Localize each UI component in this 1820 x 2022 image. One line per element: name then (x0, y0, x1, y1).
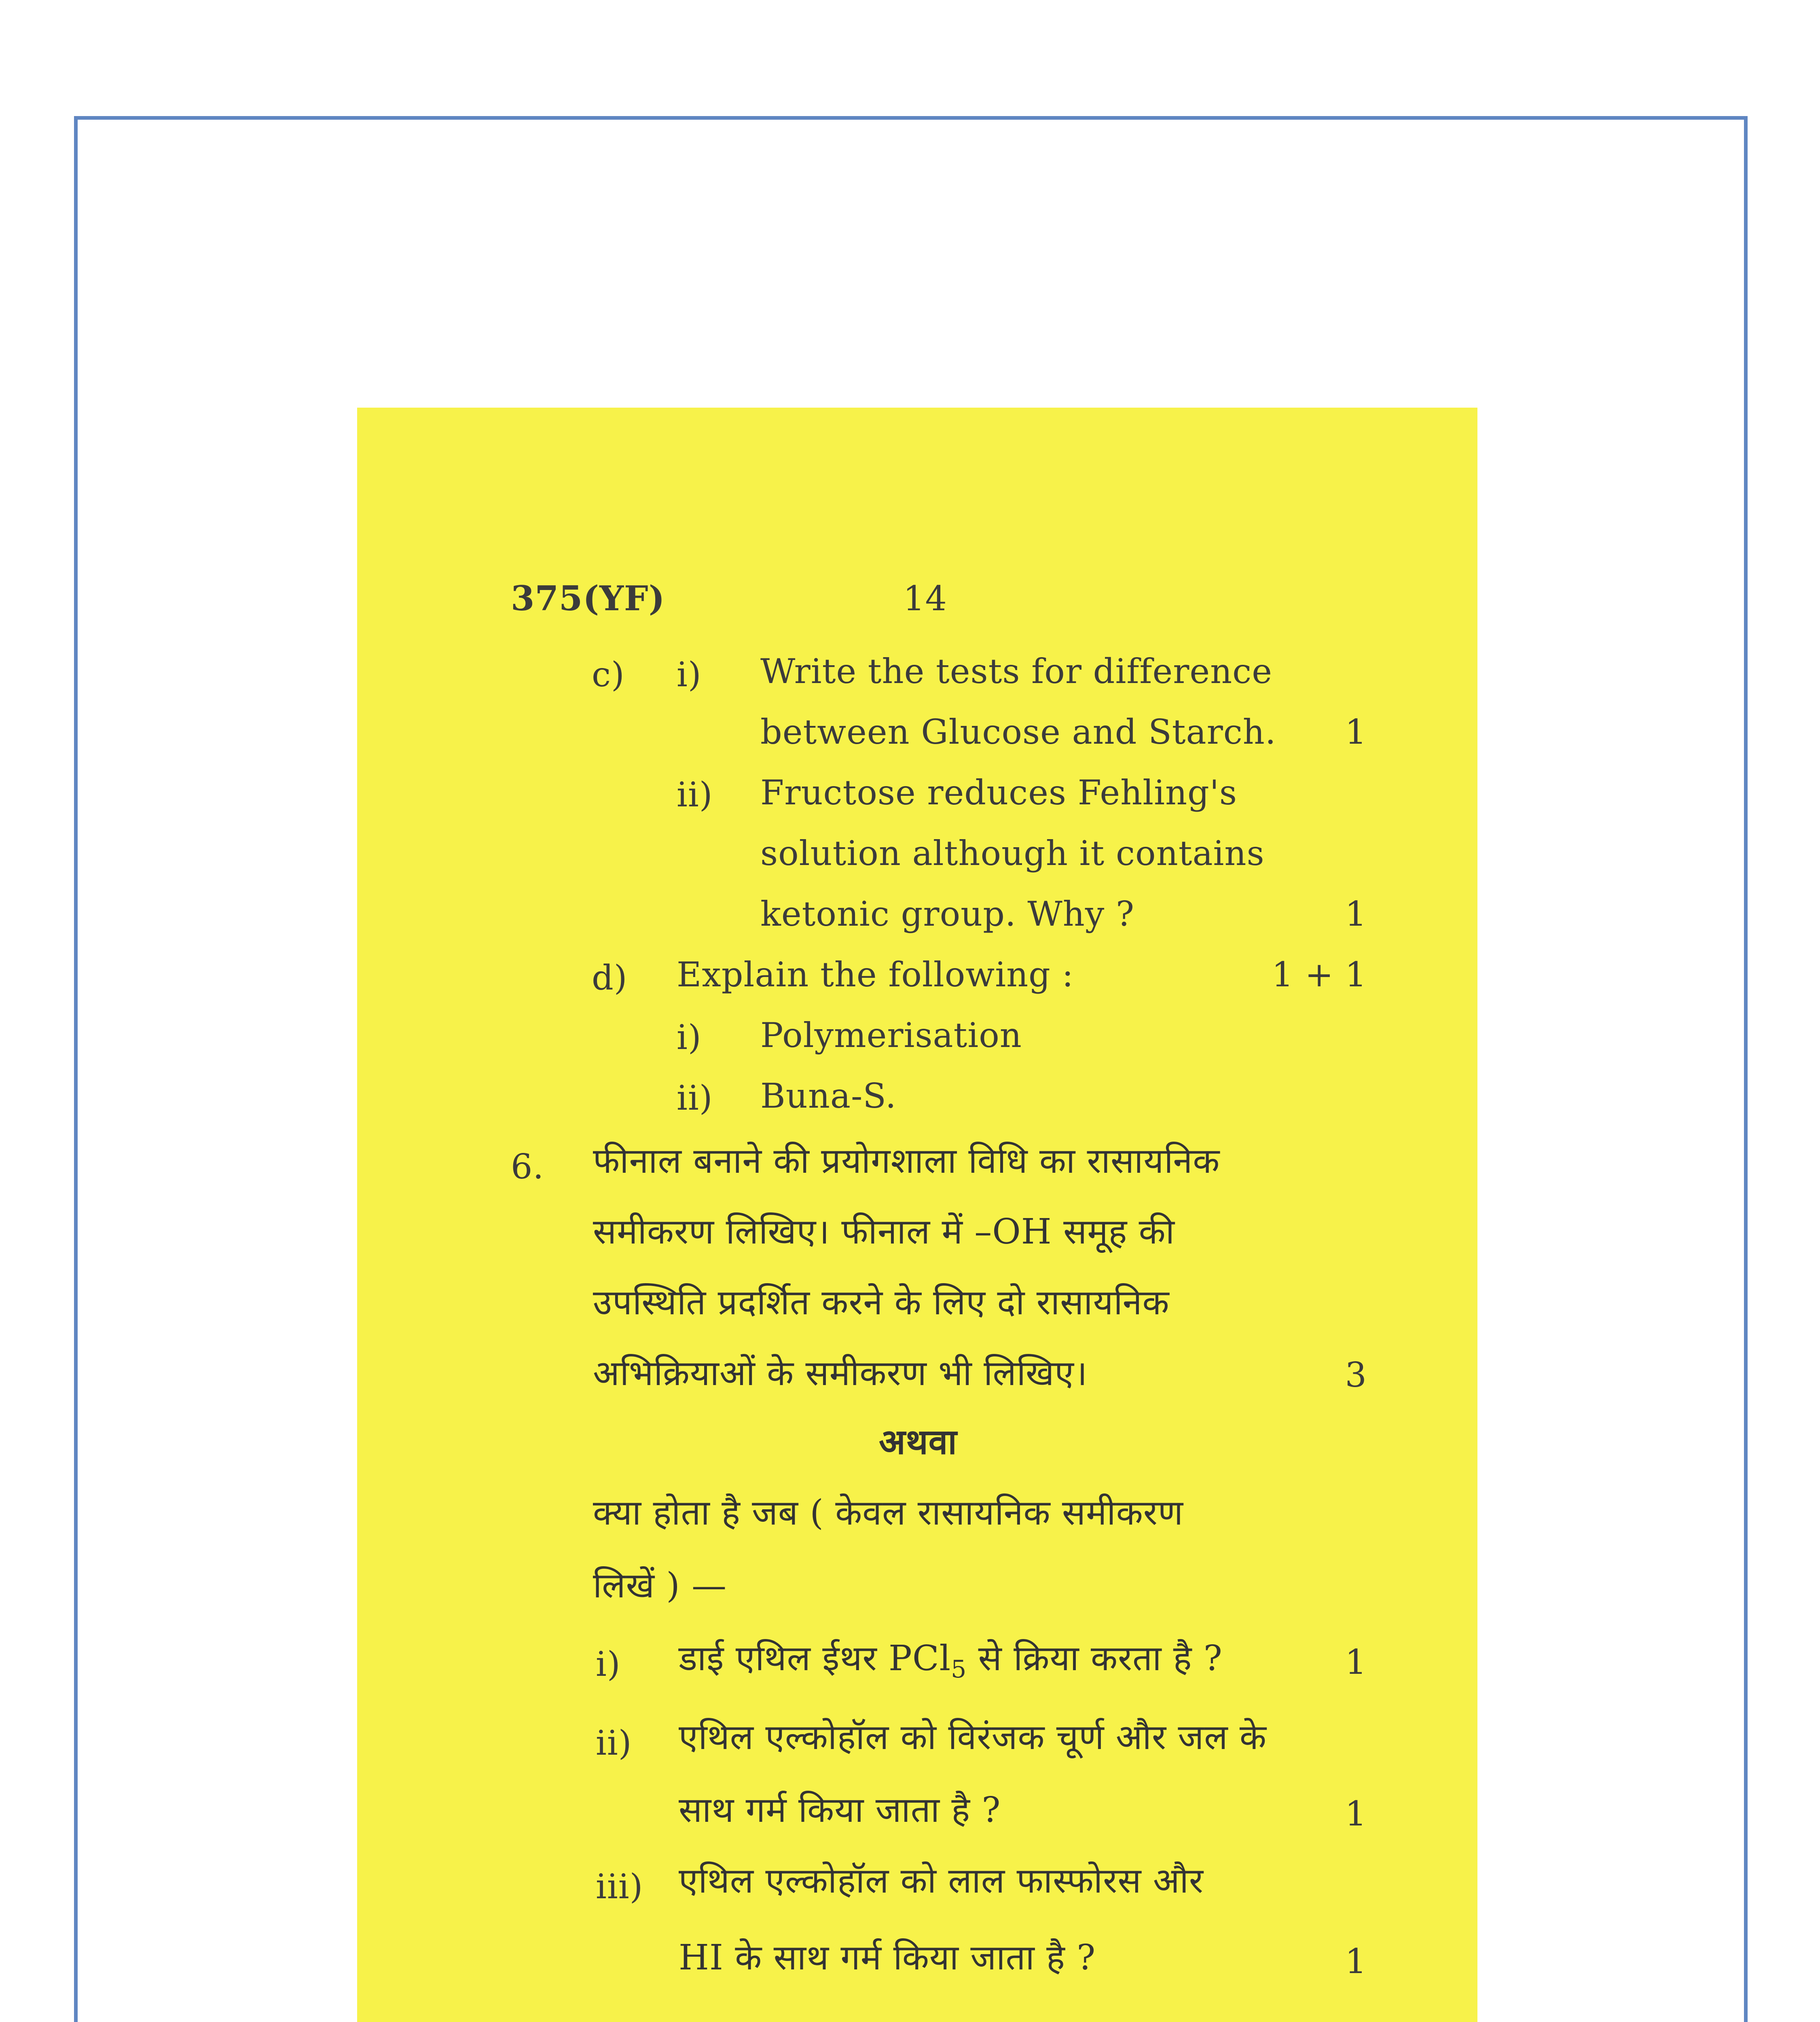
question-paper-scan (357, 408, 1477, 2022)
question-d-i-num: i) (677, 1017, 702, 1057)
question-6-marks: 3 (1345, 1355, 1367, 1395)
question-c-label: c) (592, 655, 625, 694)
or-question-intro-line1: क्या होता है जब ( केवल रासायनिक समीकरण (593, 1493, 1184, 1533)
question-c-i-line1: Write the tests for difference (760, 651, 1272, 691)
or-question-ii-marks: 1 (1345, 1794, 1367, 1834)
question-d-ii-text: Buna-S. (760, 1076, 897, 1116)
question-c-i-num: i) (677, 655, 702, 694)
question-6-line3: उपस्थिति प्रदर्शित करने के लिए दो रासायनिक (593, 1282, 1170, 1323)
question-c-i-line2: between Glucose and Starch. (760, 712, 1276, 752)
or-question-intro-line2: लिखें ) — (593, 1565, 727, 1606)
or-question-i-num: i) (596, 1644, 621, 1684)
question-d-ii-num: ii) (677, 1078, 713, 1118)
question-d-marks: 1 + 1 (1272, 955, 1367, 994)
question-d-i-text: Polymerisation (760, 1015, 1022, 1055)
or-question-i-marks: 1 (1345, 1642, 1367, 1682)
question-c-ii-line3: ketonic group. Why ? (760, 894, 1135, 934)
question-c-ii-line2: solution although it contains (760, 833, 1265, 873)
or-question-ii-num: ii) (596, 1723, 632, 1763)
question-d-text: Explain the following : (677, 955, 1074, 994)
paper-code: 375(YF) (511, 578, 665, 618)
question-c-i-marks: 1 (1345, 712, 1367, 752)
or-question-iii-line1: एथिल एल्कोहॉल को लाल फास्फोरस और (679, 1861, 1204, 1901)
or-question-iii-line2: HI के साथ गर्म किया जाता है ? (679, 1937, 1096, 1978)
question-6-line2: समीकरण लिखिए। फीनाल में –OH समूह की (593, 1212, 1175, 1252)
question-6-number: 6. (511, 1147, 544, 1187)
or-question-ii-line1: एथिल एल्कोहॉल को विरंजक चूर्ण और जल के (679, 1717, 1267, 1758)
question-6-line1: फीनाल बनाने की प्रयोगशाला विधि का रासायनिक (593, 1141, 1220, 1181)
or-separator: अथवा (879, 1421, 957, 1462)
question-6-line4: अभिक्रियाओं के समीकरण भी लिखिए। (593, 1353, 1088, 1394)
question-c-ii-line1: Fructose reduces Fehling's (760, 773, 1238, 812)
subscript-5: 5 (951, 1655, 967, 1684)
question-c-ii-num: ii) (677, 775, 713, 814)
page-number: 14 (903, 579, 947, 618)
or-question-ii-line2: साथ गर्म किया जाता है ? (679, 1790, 1001, 1830)
or-question-i-text: डाई एथिल ईथर PCl$_5$ से क्रिया करता है ? (679, 1638, 1223, 1684)
question-c-ii-marks: 1 (1345, 894, 1367, 934)
question-d-label: d) (592, 958, 628, 998)
or-question-iii-num: iii) (596, 1867, 643, 1906)
or-question-iii-marks: 1 (1345, 1942, 1367, 1981)
